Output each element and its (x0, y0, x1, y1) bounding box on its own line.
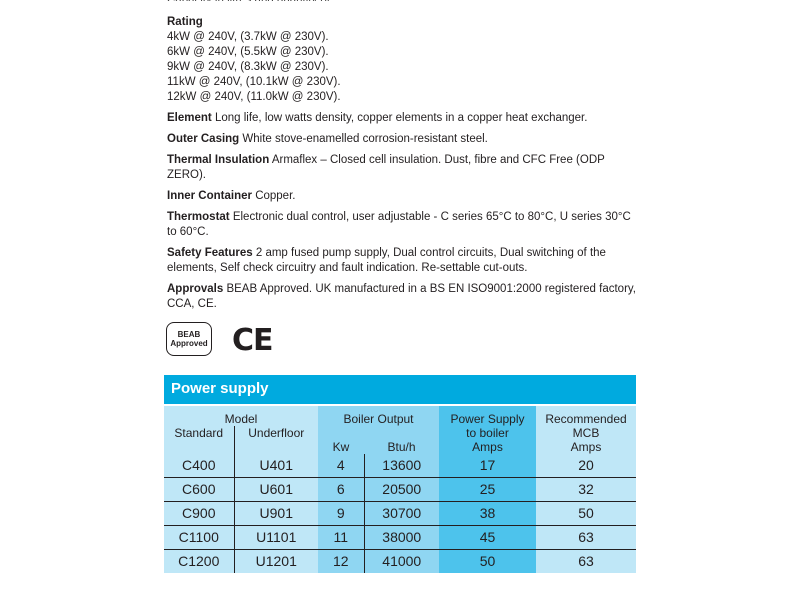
beab-logo-text: Approved (170, 339, 208, 348)
cell-standard: C600 (164, 478, 234, 502)
spec-outer-casing (167, 132, 637, 147)
rating-line: 11kW @ 240V, (10.1kW @ 230V). (167, 76, 341, 88)
cell-amps: 38 (439, 502, 536, 526)
spec-document (167, 0, 637, 318)
ce-mark-logo: CE (232, 323, 273, 358)
spec-label: Outer Casing (167, 133, 240, 145)
cell-btuh: 30700 (364, 502, 439, 526)
spec-inner-container (167, 189, 637, 204)
header-label: to boiler (466, 426, 509, 440)
spec-text: Copper. (255, 190, 296, 202)
rating-line: 4kW @ 240V, (3.7kW @ 230V). (167, 31, 329, 43)
table-row (164, 526, 636, 550)
cell-mcb: 63 (536, 550, 636, 574)
cell-mcb: 32 (536, 478, 636, 502)
spec-label: Approvals (167, 283, 224, 295)
cell-standard: C900 (164, 502, 234, 526)
cell-kw: 6 (318, 478, 364, 502)
cell-underfloor: U401 (234, 454, 318, 478)
cell-underfloor: U901 (234, 502, 318, 526)
cell-kw: 12 (318, 550, 364, 574)
spec-text: 2 amp fused pump supply, Dual control circuits, Dual switching of the elements, Self check circuitry and fault indication. Re-settable cut-outs. (167, 247, 606, 274)
spec-element (167, 111, 637, 126)
cut-off-line (167, 0, 637, 1)
cell-kw: 11 (318, 526, 364, 550)
header-label: MCB (572, 426, 600, 440)
rating-heading: Rating (167, 16, 203, 28)
cell-btuh: 38000 (364, 526, 439, 550)
cell-btuh: 41000 (364, 550, 439, 574)
cell-standard: C1100 (164, 526, 234, 550)
cell-underfloor: U601 (234, 478, 318, 502)
rating-line: 9kW @ 240V, (8.3kW @ 230V). (167, 61, 329, 73)
spec-text: Armaflex – Closed cell insulation. Dust, fibre and CFC Free (ODP ZERO). (167, 154, 605, 181)
spec-text: White stove-enamelled corrosion-resistant steel. (242, 133, 488, 145)
header-label: Power Supply (450, 412, 525, 426)
cell-amps: 50 (439, 550, 536, 574)
table-row (164, 502, 636, 526)
power-supply-table (164, 406, 636, 573)
table-row (164, 454, 636, 478)
power-supply-title: Power supply (164, 375, 636, 406)
table-row (164, 550, 636, 574)
cell-underfloor: U1201 (234, 550, 318, 574)
spec-safety-features (167, 246, 637, 276)
spec-label: Safety Features (167, 247, 253, 259)
spec-label: Inner Container (167, 190, 252, 202)
header-spacer (164, 440, 234, 454)
cell-amps: 17 (439, 454, 536, 478)
spec-label: Element (167, 112, 212, 124)
spec-label: Thermostat (167, 211, 230, 223)
underfloor-header: Underfloor (234, 426, 318, 440)
header-label: Model (224, 412, 258, 426)
cell-standard: C400 (164, 454, 234, 478)
spec-text: BEAB Approved. UK manufactured in a BS EN ISO9001:2000 registered factory, CCA, CE. (167, 283, 636, 310)
cell-btuh: 13600 (364, 454, 439, 478)
spec-text: Electronic dual control, user adjustable - C series 65°C to 80°C, U series 30°C to 60°C. (167, 211, 631, 238)
cell-kw: 4 (318, 454, 364, 478)
rating-line: 12kW @ 240V, (11.0kW @ 230V). (167, 91, 341, 103)
btuh-header: Btu/h (387, 440, 416, 454)
spec-text: Long life, low watts density, copper elements in a copper heat exchanger. (214, 112, 588, 124)
mcb-header (536, 406, 636, 454)
spec-thermostat (167, 210, 637, 240)
beab-logo-text: BEAB (177, 330, 201, 339)
header-label: Amps (472, 440, 503, 454)
spec-label: Thermal Insulation (167, 154, 270, 166)
rating-line: 6kW @ 240V, (5.5kW @ 230V). (167, 46, 329, 58)
cell-kw: 9 (318, 502, 364, 526)
cell-amps: 25 (439, 478, 536, 502)
spec-approvals (167, 282, 637, 312)
cell-underfloor: U1101 (234, 526, 318, 550)
cell-mcb: 50 (536, 502, 636, 526)
cell-mcb: 63 (536, 526, 636, 550)
power-supply-section (164, 375, 636, 573)
cell-amps: 45 (439, 526, 536, 550)
kw-header: Kw (332, 440, 350, 454)
header-spacer (234, 440, 318, 454)
table-header-row (164, 406, 636, 426)
power-supply-header (439, 406, 536, 454)
cell-mcb: 20 (536, 454, 636, 478)
header-label: Boiler Output (343, 412, 414, 426)
table-row (164, 478, 636, 502)
rating-section (167, 15, 637, 105)
cell-btuh: 20500 (364, 478, 439, 502)
standard-header: Standard (164, 426, 234, 440)
cell-standard: C1200 (164, 550, 234, 574)
beab-approved-logo (166, 322, 212, 356)
model-header (164, 406, 318, 426)
header-label: Amps (570, 440, 602, 454)
boiler-output-header (318, 406, 439, 454)
spec-thermal-insulation (167, 153, 637, 183)
header-label: Recommended (545, 412, 627, 426)
